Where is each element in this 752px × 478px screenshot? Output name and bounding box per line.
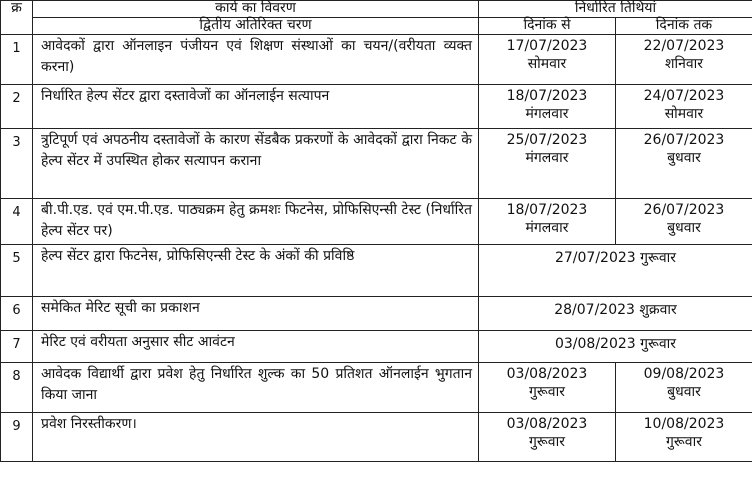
to-date: 10/08/2023: [643, 416, 725, 432]
row-number: 1: [1, 35, 33, 85]
col-no-header: क्र: [1, 1, 33, 35]
row-description: त्रुटिपूर्ण एवं अपठनीय दस्तावेजों के कारण सेंडबैक प्रकरणों के आवेदकों द्वारा निकट के हेल्प सेंटर में उपस्थित होकर सत्यापन कराना: [33, 129, 479, 199]
phase-header: द्वितीय अतिरिक्त चरण: [33, 18, 479, 35]
to-day: गुरूवार: [666, 434, 702, 450]
from-cell: [479, 85, 616, 129]
from-day: मंगलवार: [525, 150, 569, 166]
from-day: मंगलवार: [525, 106, 569, 122]
row-number: 4: [1, 199, 33, 245]
merged-date: 27/07/2023 गुरूवार: [479, 245, 752, 297]
row-number: 2: [1, 85, 33, 129]
to-cell: [616, 413, 752, 462]
to-date: 24/07/2023: [643, 88, 725, 104]
from-date: 03/08/2023: [506, 366, 588, 382]
from-cell: [479, 35, 616, 85]
merged-date: 03/08/2023 गुरूवार: [479, 331, 752, 363]
to-day: बुधवार: [667, 220, 701, 236]
from-cell: [479, 413, 616, 462]
row-description: समेकित मेरिट सूची का प्रकाशन: [33, 297, 479, 331]
table-row: [1, 297, 752, 331]
to-cell: [616, 363, 752, 413]
row-description: आवेदकों द्वारा ऑनलाइन पंजीयन एवं शिक्षण संस्थाओं का चयन/(वरीयता व्यक्त करना): [33, 35, 479, 85]
col-to-header: दिनांक तक: [616, 18, 752, 35]
row-description: प्रवेश निरस्तीकरण।: [33, 413, 479, 462]
row-description: आवेदक विद्यार्थी द्वारा प्रवेश हेतु निर्धारित शुल्क का 50 प्रतिशत ऑनलाईन भुगतान किया जाना: [33, 363, 479, 413]
table-row: [1, 363, 752, 413]
to-day: सोमवार: [664, 106, 704, 122]
row-description: निर्धारित हेल्प सेंटर द्वारा दस्तावेजों का ऑनलाईन सत्यापन: [33, 85, 479, 129]
table-row: [1, 331, 752, 363]
row-description: बी.पी.एड. एवं एम.पी.एड. पाठ्यक्रम हेतु क्रमशः फिटनेस, प्रोफिसिएन्सी टेस्ट (निर्धारित हेल्प सेंटर पर): [33, 199, 479, 245]
row-number: 5: [1, 245, 33, 297]
table-row: [1, 413, 752, 462]
to-date: 26/07/2023: [643, 202, 725, 218]
to-date: 09/08/2023: [643, 366, 725, 382]
table-row: [1, 199, 752, 245]
row-number: 3: [1, 129, 33, 199]
row-description: मेरिट एवं वरीयता अनुसार सीट आवंटन: [33, 331, 479, 363]
from-day: गुरूवार: [529, 384, 565, 400]
from-day: गुरूवार: [529, 434, 565, 450]
col-dates-header: निर्धारित तिथियां: [479, 1, 752, 18]
to-cell: [616, 199, 752, 245]
to-day: बुधवार: [667, 150, 701, 166]
to-date: 26/07/2023: [643, 132, 725, 148]
subheader-row: [1, 18, 752, 35]
from-day: सोमवार: [527, 56, 567, 72]
from-cell: [479, 363, 616, 413]
to-cell: [616, 129, 752, 199]
to-cell: [616, 85, 752, 129]
to-day: बुधवार: [667, 384, 701, 400]
table-row: [1, 245, 752, 297]
row-number: 7: [1, 331, 33, 363]
to-day: शनिवार: [664, 56, 704, 72]
from-cell: [479, 129, 616, 199]
to-cell: [616, 35, 752, 85]
table-row: [1, 129, 752, 199]
from-date: 18/07/2023: [506, 88, 588, 104]
from-date: 18/07/2023: [506, 202, 588, 218]
from-date: 03/08/2023: [506, 416, 588, 432]
from-cell: [479, 199, 616, 245]
col-from-header: दिनांक से: [479, 18, 616, 35]
from-date: 25/07/2023: [506, 132, 588, 148]
row-number: 6: [1, 297, 33, 331]
header-row: [1, 1, 752, 18]
from-date: 17/07/2023: [506, 38, 588, 54]
col-desc-header: कार्य का विवरण: [33, 1, 479, 18]
row-description: हेल्प सेंटर द्वारा फिटनेस, प्रोफिसिएन्सी टेस्ट के अंकों की प्रविष्ठि: [33, 245, 479, 297]
row-number: 9: [1, 413, 33, 462]
to-date: 22/07/2023: [643, 38, 725, 54]
merged-date: 28/07/2023 शुक्रवार: [479, 297, 752, 331]
row-number: 8: [1, 363, 33, 413]
table-row: [1, 35, 752, 85]
from-day: मंगलवार: [525, 220, 569, 236]
table-row: [1, 85, 752, 129]
